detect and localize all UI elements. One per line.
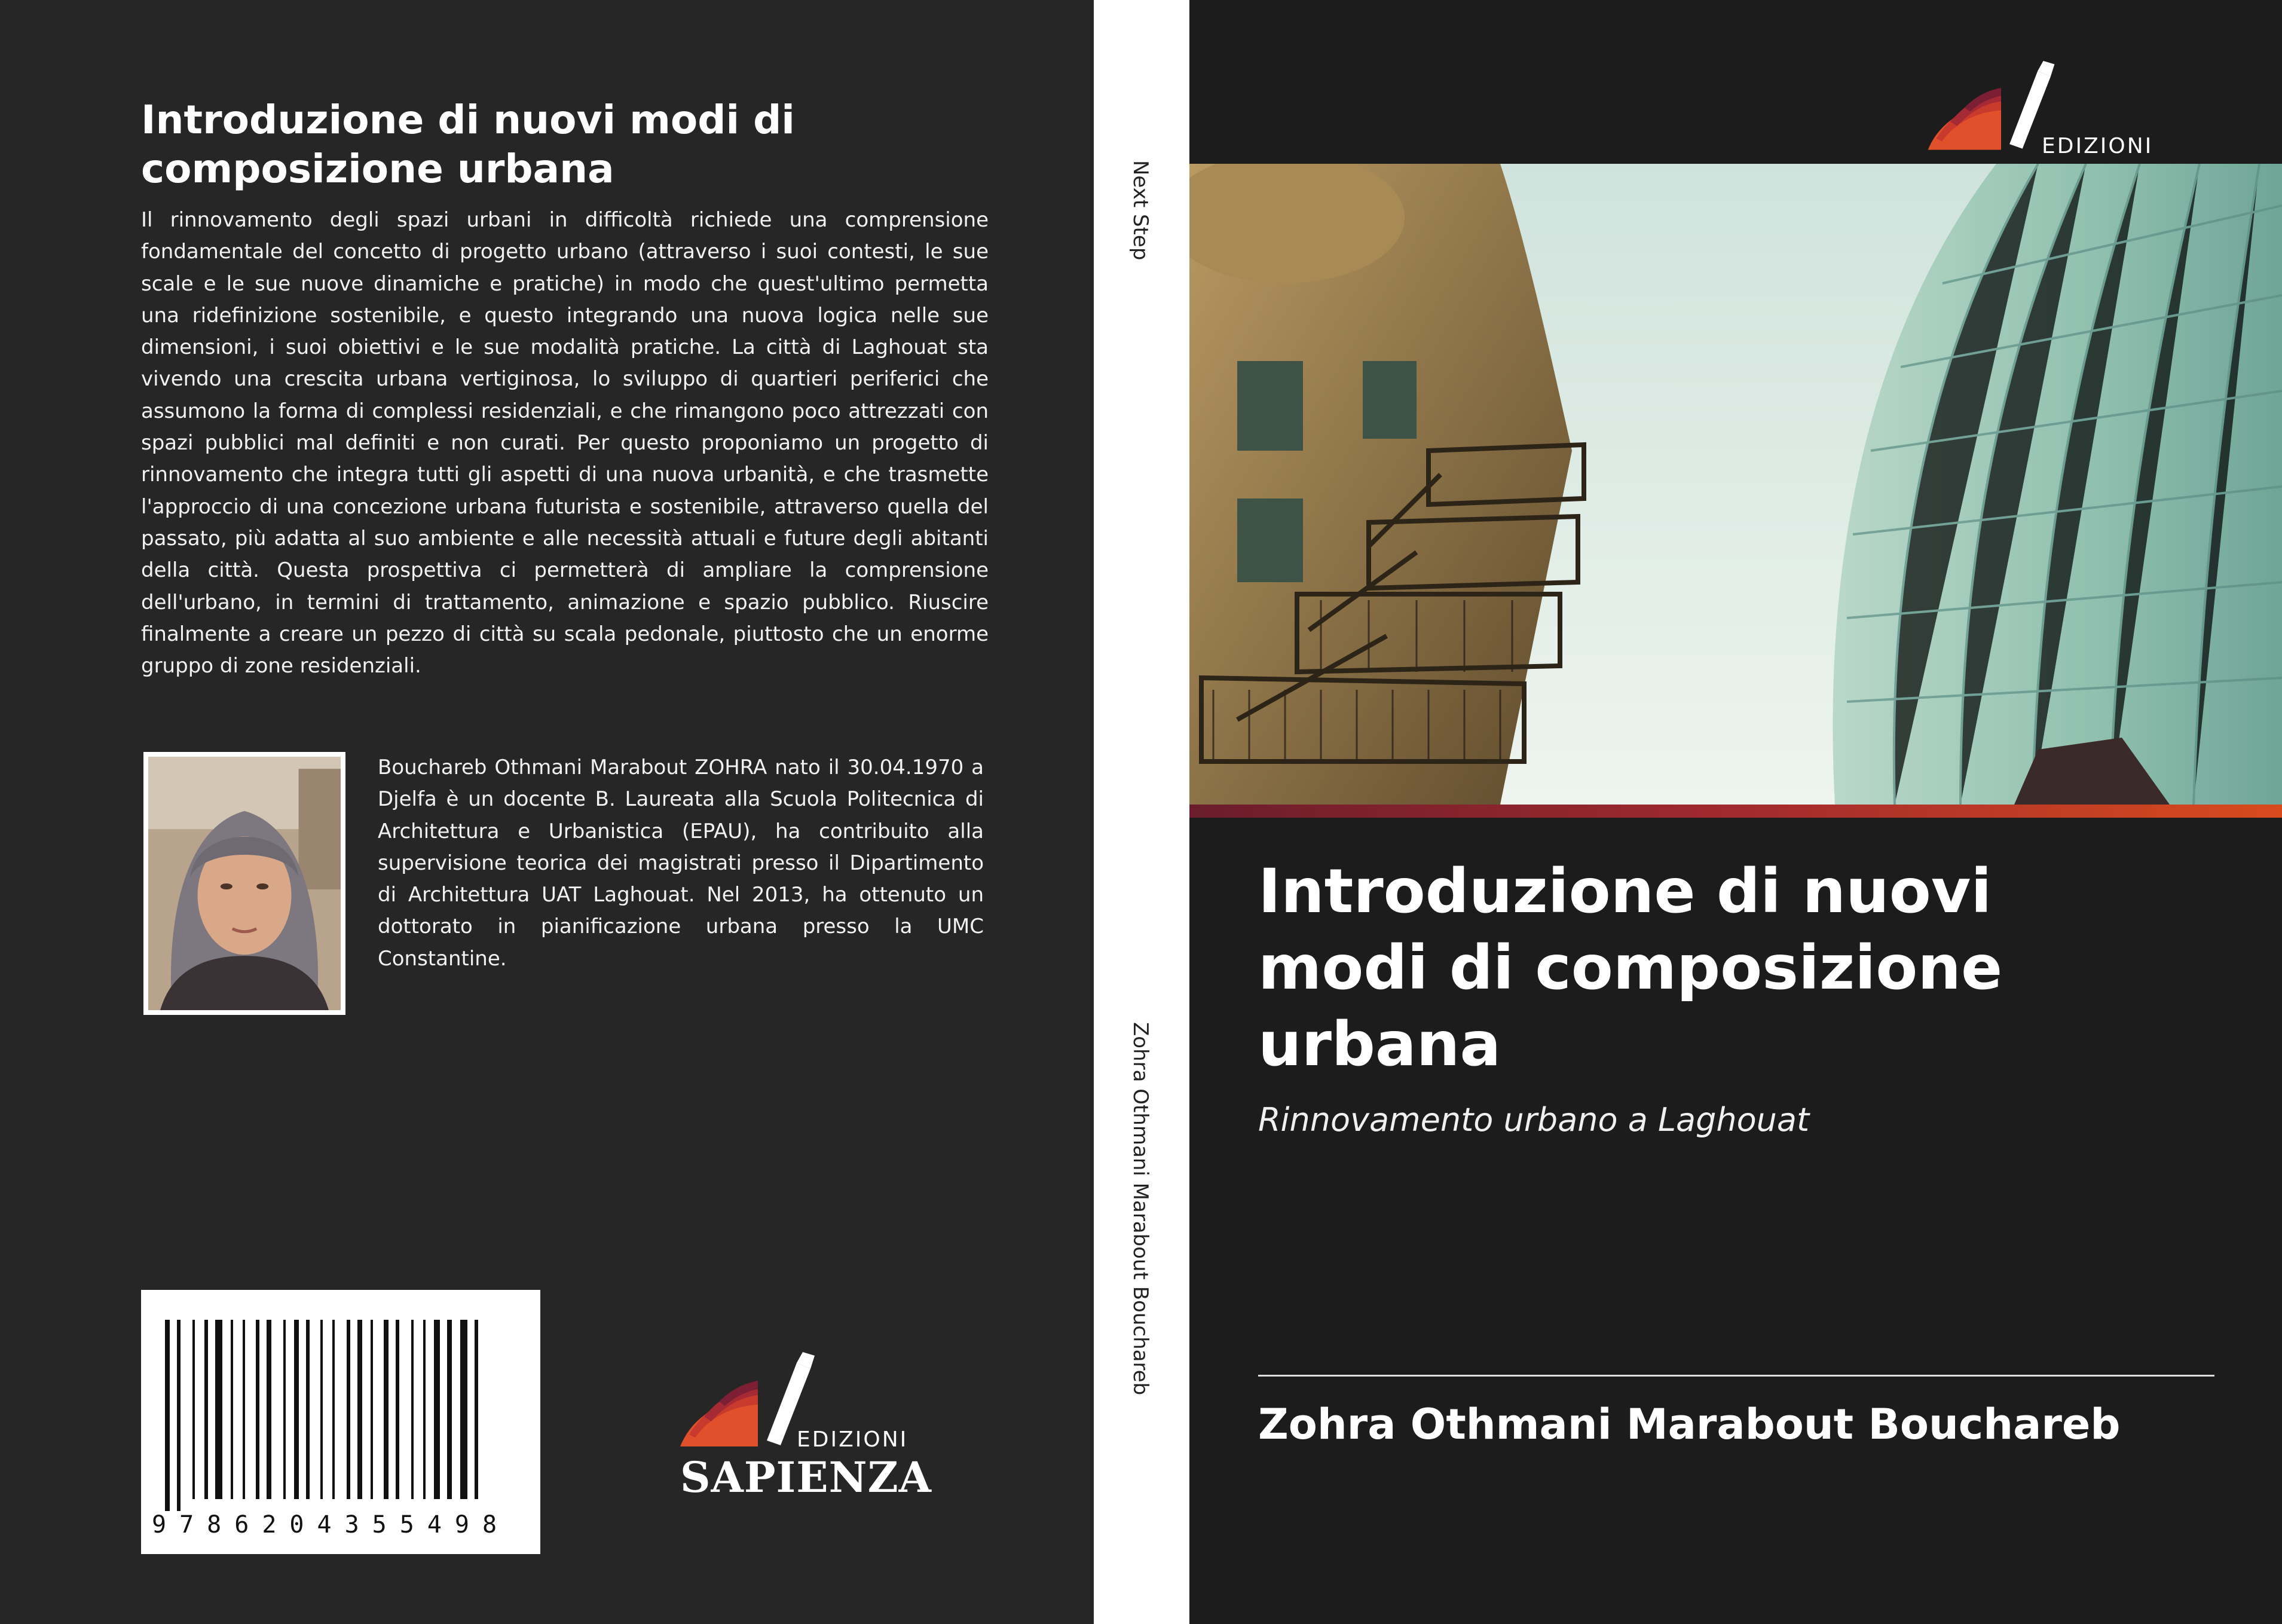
barcode-bar xyxy=(215,1320,222,1499)
barcode-bar xyxy=(192,1320,195,1499)
front-cover-subtitle: Rinnovamento urbano a Laghouat xyxy=(1258,1101,1810,1139)
front-cover-author: Zohra Othmani Marabout Bouchareb xyxy=(1258,1400,2121,1449)
back-cover-description: Il rinnovamento degli spazi urbani in difficoltà richiede una comprensione fondamentale del concetto di progetto urbano (attraverso i suoi contesti, le sue scale e le sue nuove dinamiche e pratiche) in modo che quest'ultimo permetta una ridefinizione sostenibile, e questo integrando una nuova logica nelle sue dimensioni, i suoi obiettivi e le sue modalità pratiche. La città di Laghouat sta vivendo una crescita urbana vertiginosa, lo sviluppo di quartieri periferici che assumono la forma di complessi residenziali, e che rimangono poco attrezzati con spazi pubblici mal definiti e non curati. Per questo proponiamo un progetto di rinnovamento che integra tutti gli aspetti di una nuova urbanità, e che trasmette l'approccio di una concezione urbana futurista e sostenibile, attraverso quella del passato, più adatta al suo ambiente e alle necessità attuali e future degli abitanti della città. Questa prospettiva ci permetterà di ampliare la comprensione dell'urbano, in termini di trattamento, animazione e spazio pubblico. Riuscire finalmente a creare un pezzo di città su scala pedonale, piuttosto che un enorme gruppo di zone residenziali. xyxy=(141,208,989,678)
barcode-bar xyxy=(460,1320,467,1499)
spine xyxy=(1094,0,1189,1624)
barcode-bar xyxy=(267,1320,271,1499)
barcode-bar xyxy=(256,1320,259,1499)
barcode-bar xyxy=(347,1320,350,1499)
barcode-bar xyxy=(384,1320,389,1499)
back-cover xyxy=(0,0,1094,1624)
barcode-bar xyxy=(165,1320,170,1511)
barcode-bar xyxy=(411,1320,414,1499)
barcode-bar xyxy=(447,1320,452,1499)
back-publisher-small: EDIZIONI xyxy=(797,1427,908,1452)
barcode-bar xyxy=(371,1320,373,1499)
isbn-barcode xyxy=(141,1290,540,1554)
barcode-bar xyxy=(283,1320,286,1499)
spine-series: Next Step xyxy=(1128,160,1152,261)
barcode-bar xyxy=(434,1320,440,1499)
barcode-bar xyxy=(357,1320,362,1499)
front-cover-title: Introduzione di nuovi modi di composizione urbana xyxy=(1258,856,2003,1080)
author-photo xyxy=(143,752,345,1015)
back-cover-title: Introduzione di nuovi modi di composizione urbana xyxy=(141,97,795,192)
barcode-bar xyxy=(306,1320,310,1499)
barcode-bar xyxy=(294,1320,299,1499)
front-divider xyxy=(1258,1375,2214,1377)
barcode-bar xyxy=(231,1320,233,1499)
barcode-bar xyxy=(423,1320,426,1499)
front-publisher-small: EDIZIONI xyxy=(2042,134,2153,158)
back-publisher-logo xyxy=(668,1351,932,1502)
author-biography: Bouchareb Othmani Marabout ZOHRA nato il 30.04.1970 a Djelfa è un docente B. Laureata alla Scuola Politecnica di Architettura e Urbanistica (EPAU), ha contribuito alla supervisione teorica dei magistrati presso il Dipartimento di Architettura UAT Laghouat. Nel 2013, ha ottenuto un dottorato in pianificazione urbana presso la UMC Constantine. xyxy=(378,756,984,971)
barcode-bar xyxy=(396,1320,399,1499)
back-publisher-name: SAPIENZA xyxy=(680,1452,932,1502)
barcode-bar xyxy=(475,1320,478,1499)
barcode-bar xyxy=(332,1320,335,1499)
cover-photo xyxy=(1189,164,2282,805)
barcode-bar xyxy=(177,1320,181,1511)
barcode-bar xyxy=(243,1320,245,1499)
accent-stripe xyxy=(1189,805,2282,818)
front-cover xyxy=(1189,0,2282,1624)
barcode-bar xyxy=(204,1320,208,1499)
barcode-bar xyxy=(320,1320,323,1499)
spine-author: Zohra Othmani Marabout Bouchareb xyxy=(1128,1022,1152,1396)
isbn-digits: 9786204355498 xyxy=(152,1511,510,1539)
